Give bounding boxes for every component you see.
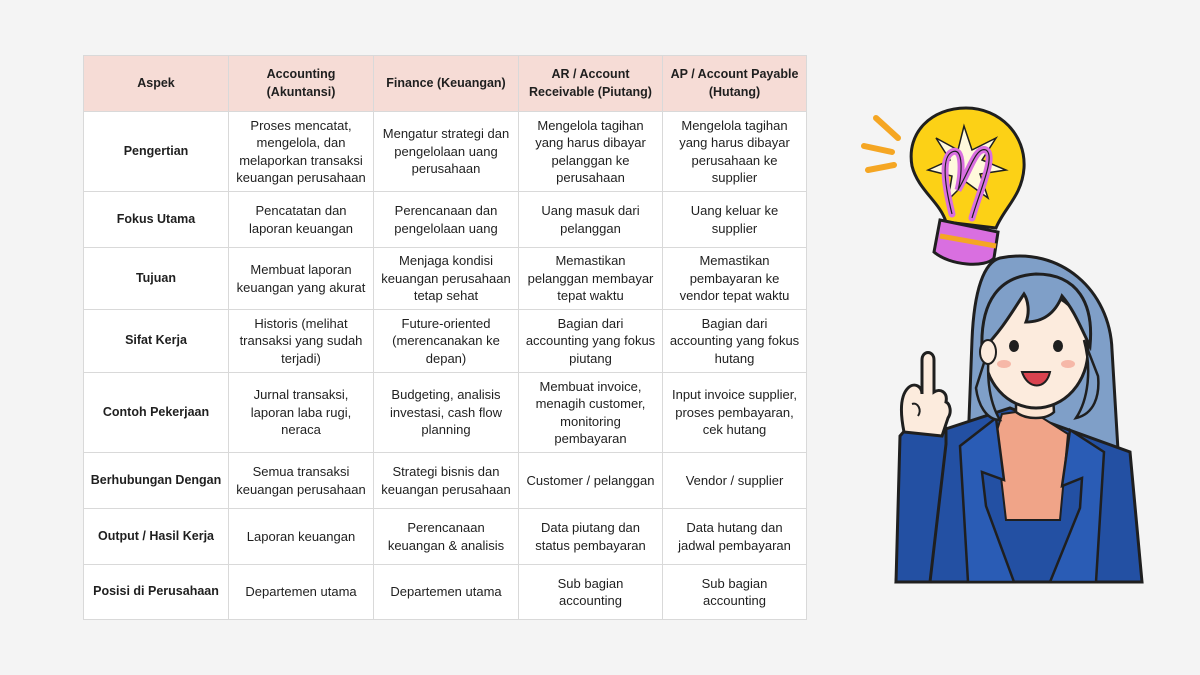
table-cell: Perencanaan keuangan & analisis: [374, 509, 519, 565]
table-cell: Mengatur strategi dan pengelolaan uang perusahaan: [374, 112, 519, 192]
table-cell: Mengelola tagihan yang harus dibayar pelanggan ke perusahaan: [519, 112, 663, 192]
comparison-table: [83, 55, 807, 620]
table-cell: Input invoice supplier, proses pembayaran, cek hutang: [663, 373, 807, 453]
table-cell: Sub bagian accounting: [663, 565, 807, 620]
table-cell: Pencatatan dan laporan keuangan: [229, 192, 374, 248]
table-cell: Strategi bisnis dan keuangan perusahaan: [374, 453, 519, 509]
table-cell: Sub bagian accounting: [519, 565, 663, 620]
table-row: [84, 373, 807, 453]
aspect-cell: Pengertian: [84, 112, 229, 192]
aspect-cell: Output / Hasil Kerja: [84, 509, 229, 565]
table-cell: Uang masuk dari pelanggan: [519, 192, 663, 248]
table-cell: Historis (melihat transaksi yang sudah terjadi): [229, 310, 374, 373]
table-cell: Departemen utama: [229, 565, 374, 620]
table-cell: Laporan keuangan: [229, 509, 374, 565]
lightbulb-icon: [864, 108, 1024, 264]
table-cell: Customer / pelanggan: [519, 453, 663, 509]
table-cell: Departemen utama: [374, 565, 519, 620]
table-cell: Uang keluar ke supplier: [663, 192, 807, 248]
table-cell: Bagian dari accounting yang fokus piutang: [519, 310, 663, 373]
header-ap: AP / Account Payable (Hutang): [663, 56, 807, 112]
table-row: [84, 310, 807, 373]
table-cell: Semua transaksi keuangan perusahaan: [229, 453, 374, 509]
aspect-cell: Fokus Utama: [84, 192, 229, 248]
table-header-row: [84, 56, 807, 112]
header-accounting: Accounting (Akuntansi): [229, 56, 374, 112]
table-cell: Membuat invoice, menagih customer, monitoring pembayaran: [519, 373, 663, 453]
comparison-table-container: [83, 55, 806, 620]
header-ar: AR / Account Receivable (Piutang): [519, 56, 663, 112]
table-row: [84, 509, 807, 565]
aspect-cell: Posisi di Perusahaan: [84, 565, 229, 620]
table-cell: Menjaga kondisi keuangan perusahaan tetap sehat: [374, 248, 519, 310]
table-row: [84, 453, 807, 509]
woman-figure: [896, 256, 1142, 582]
table-cell: Bagian dari accounting yang fokus hutang: [663, 310, 807, 373]
table-cell: Vendor / supplier: [663, 453, 807, 509]
table-row: [84, 565, 807, 620]
table-cell: Data hutang dan jadwal pembayaran: [663, 509, 807, 565]
table-cell: Jurnal transaksi, laporan laba rugi, neraca: [229, 373, 374, 453]
table-cell: Mengelola tagihan yang harus dibayar perusahaan ke supplier: [663, 112, 807, 192]
table-cell: Perencanaan dan pengelolaan uang: [374, 192, 519, 248]
header-finance: Finance (Keuangan): [374, 56, 519, 112]
aspect-cell: Sifat Kerja: [84, 310, 229, 373]
header-aspek: Aspek: [84, 56, 229, 112]
table-cell: Future-oriented (merencanakan ke depan): [374, 310, 519, 373]
table-cell: Memastikan pembayaran ke vendor tepat waktu: [663, 248, 807, 310]
woman-pointing-illustration: [855, 105, 1155, 590]
table-cell: Memastikan pelanggan membayar tepat waktu: [519, 248, 663, 310]
table-cell: Data piutang dan status pembayaran: [519, 509, 663, 565]
table-cell: Membuat laporan keuangan yang akurat: [229, 248, 374, 310]
table-cell: Proses mencatat, mengelola, dan melaporkan transaksi keuangan perusahaan: [229, 112, 374, 192]
table-row: [84, 192, 807, 248]
aspect-cell: Contoh Pekerjaan: [84, 373, 229, 453]
aspect-cell: Tujuan: [84, 248, 229, 310]
table-row: [84, 248, 807, 310]
aspect-cell: Berhubungan Dengan: [84, 453, 229, 509]
table-cell: Budgeting, analisis investasi, cash flow planning: [374, 373, 519, 453]
table-row: [84, 112, 807, 192]
